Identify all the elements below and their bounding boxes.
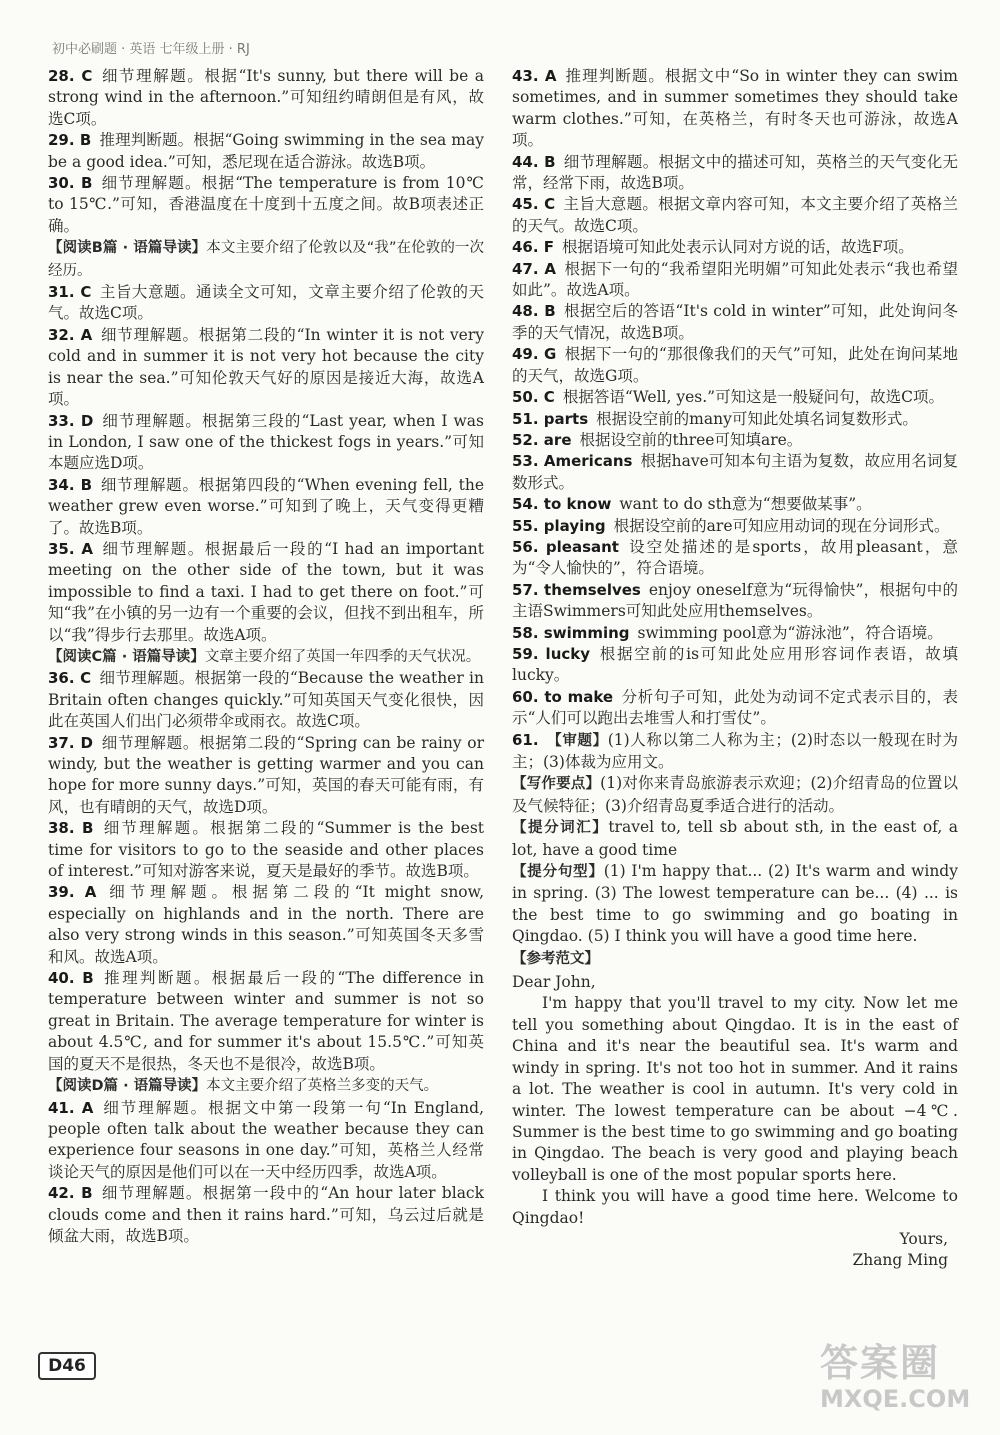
answer-item xyxy=(512,409,958,430)
answer-number: 59. lucky xyxy=(512,644,591,663)
answer-item xyxy=(512,494,958,515)
answer-text: swimming pool意为“游泳池”，符合语境。 xyxy=(637,623,943,642)
answer-item xyxy=(48,733,484,819)
essay-signature: Zhang Ming xyxy=(852,1251,948,1270)
writing-label: 【参考范文】 xyxy=(512,950,599,967)
answer-text: want to do sth意为“想要做某事”。 xyxy=(619,495,872,514)
answer-item xyxy=(512,66,958,152)
answer-number: 31. C xyxy=(48,283,92,302)
answer-number: 35. A xyxy=(48,539,93,558)
answer-text: 分析句子可知，此处为动词不定式表示目的，表示“人们可以跑出去堆雪人和打雪仗”。 xyxy=(512,687,958,728)
answer-number: 38. B xyxy=(48,819,94,838)
answer-number: 41. A xyxy=(48,1098,94,1117)
answer-text: 细节理解题。根据第一段的“Because the weather in Britain often changes quickly.”可知英国天气变化很快，因此在英国人们出门必须带伞或雨衣。故选C项。 xyxy=(48,669,484,731)
section-heading: 【阅读D篇 · 语篇导读】 xyxy=(48,1078,207,1095)
answer-item xyxy=(48,1098,484,1184)
answer-number: 48. B xyxy=(512,302,556,321)
answer-number: 58. swimming xyxy=(512,623,630,642)
essay-salutation: Dear John, xyxy=(512,973,596,992)
answer-number: 60. to make xyxy=(512,687,614,706)
answer-text: 细节理解题。根据文中第一段第一句“In England, people often talk about the weather because they can experience four seasons in one day.”可知，英格兰人经常谈论天气的原因是他们可以在一天中经历四季，故选A项。 xyxy=(48,1098,484,1181)
section-heading: 【阅读C篇 · 语篇导读】 xyxy=(48,648,205,665)
answer-text: 根据空后的答语“It's cold in winter”可知，此处询问冬季的天气情况，故选B项。 xyxy=(512,302,958,342)
answer-number: 51. parts xyxy=(512,409,589,428)
answer-text: 根据下一句的“那很像我们的天气”可知，此处在询问某地的天气，故选G项。 xyxy=(512,345,959,385)
answer-number: 44. B xyxy=(512,152,556,171)
section-intro xyxy=(48,1075,484,1097)
answer-item xyxy=(512,644,958,687)
answer-item xyxy=(512,344,958,387)
answer-text: 细节理解题。根据第四段的“When evening fell, the weather grew even worse.”可知到了晚上，天气变得更糟了。故选B项。 xyxy=(48,475,484,537)
essay-paragraph-2: I think you will have a good time here. Welcome to Qingdao! xyxy=(512,1187,958,1227)
answer-number: 33. D xyxy=(48,411,94,430)
watermark-logo xyxy=(820,1340,980,1420)
answer-number: 45. C xyxy=(512,195,556,214)
answer-text: 细节理解题。根据文中的描述可知，英格兰的天气变化无常，经常下雨，故选B项。 xyxy=(512,152,958,193)
answer-item xyxy=(512,773,958,817)
answer-text: (1)对你来青岛旅游表示欢迎；(2)介绍青岛的位置以及气候特征；(3)介绍青岛夏季适合进行的活动。 xyxy=(512,774,958,815)
right-column xyxy=(512,66,958,1272)
answer-item xyxy=(512,687,958,730)
running-header: 初中必刷题 · 英语 七年级上册 · RJ xyxy=(52,42,250,57)
answer-text: 根据空前的is可知此处应用形容词作表语，故填lucky。 xyxy=(512,644,958,685)
section-intro xyxy=(48,237,484,282)
answer-text: 细节理解题。根据第三段的“Last year, when I was in London, I saw one of the thickest fogs in years.”可知本题应选D项。 xyxy=(48,411,484,473)
writing-label: 【审题】 xyxy=(546,732,608,749)
answer-number: 46. F xyxy=(512,238,555,257)
answer-item xyxy=(512,861,958,948)
answer-item xyxy=(512,387,958,408)
answer-item xyxy=(48,130,484,173)
answer-item xyxy=(48,668,484,732)
answer-text: 细节理解题。根据第二段的“It might snow, especially on highlands and in the north. There are also very strong winds in this season.”可知英国冬天多雪和风。故选A项。 xyxy=(48,883,484,966)
answer-text: (1)人称以第二人称为主；(2)时态以一般现在时为主；(3)体裁为应用文。 xyxy=(512,730,958,771)
answer-number: 40. B xyxy=(48,969,94,988)
answer-text: 细节理解题。根据第一段中的“An hour later black clouds come and then it rains hard.”可知，乌云过后就是倾盆大雨，故选B项。 xyxy=(48,1184,485,1245)
answer-text: 根据语境可知此处表示认同对方说的话，故选F项。 xyxy=(562,238,914,257)
answer-text: 设空处描述的是sports，故用pleasant，意为“令人愉快的”，符合语境。 xyxy=(512,537,958,578)
answer-item xyxy=(512,516,958,537)
answer-item xyxy=(512,730,958,774)
answer-item xyxy=(512,623,958,644)
answer-text: 主旨大意题。通读全文可知，文章主要介绍了伦敦的天气。故选C项。 xyxy=(48,283,484,323)
answer-number: 50. C xyxy=(512,388,555,407)
answer-item xyxy=(48,539,484,646)
answer-text: 推理判断题。根据“Going swimming in the sea may be a good idea.”可知，悉尼现在适合游泳。故选B项。 xyxy=(48,131,484,171)
answer-text: 本文主要介绍了英格兰多变的天气。 xyxy=(206,1078,439,1095)
watermark-url: MXQE.COM xyxy=(820,1385,971,1413)
answer-item xyxy=(48,968,484,1075)
answer-text: 根据设空前的many可知此处填名词复数形式。 xyxy=(596,409,918,428)
answer-number: 57. themselves xyxy=(512,580,641,599)
writing-label: 【提分句型】 xyxy=(512,864,604,881)
answer-item xyxy=(512,259,958,302)
answer-text: 主旨大意题。根据文章内容可知，本文主要介绍了英格兰的天气。故选C项。 xyxy=(512,195,958,235)
answer-text: enjoy oneself意为“玩得愉快”，根据句中的主语Swimmers可知此处应用themselves。 xyxy=(512,580,958,621)
answer-text: 根据设空前的three可知填are。 xyxy=(579,430,803,449)
answer-item xyxy=(512,194,958,237)
answer-text: (1) I'm happy that... (2) It's warm and windy in spring. (3) The lowest temperature can be... (4) ... is the best time to go swimming and go boating in Qingdao. (5) I think you will have a good time here. xyxy=(512,862,958,946)
answer-number: 30. B xyxy=(48,174,93,193)
answer-number: 39. A xyxy=(48,883,97,902)
answer-number: 54. to know xyxy=(512,495,612,514)
answer-item xyxy=(512,580,958,623)
page-number: D46 xyxy=(38,1352,96,1380)
answer-number: 49. G xyxy=(512,345,557,364)
answer-item xyxy=(512,537,958,580)
answer-text: travel to, tell sb about sth, in the east of, a lot, have a good time xyxy=(512,818,958,859)
right-items xyxy=(512,66,958,970)
answer-number: 36. C xyxy=(48,669,92,688)
answer-text: 细节理解题。根据最后一段的“I had an important meeting on the other side of the town, but it was impossible to find a taxi. I had to get there on foot.”可知“我”在小镇的另一边有一个重要的会议，但找不到出租车，所以“我”得步行去那里。故选A项。 xyxy=(48,539,484,644)
answer-number: 29. B xyxy=(48,131,92,150)
section-heading: 【阅读B篇 · 语篇导读】 xyxy=(48,240,207,257)
essay-paragraph-1: I'm happy that you'll travel to my city. Now let me tell you something about Qingdao. It is in the east of China and it's near the beautiful sea. It's warm and windy in spring. It's not too hot in summer. And it rains a lot. The weather is cool in autumn. It's very cold in winter. The lowest temperature can be about −4℃. Summer is the best time to go swimming and go boating in Qingdao. The beach is very good and playing beach volleyball is one of the most popular sports here. xyxy=(512,994,958,1184)
answer-text: 细节理解题。根据第二段的“Summer is the best time for visitors to go to the seaside and other places of interest.”可知对游客来说，夏天是最好的季节。故选B项。 xyxy=(48,819,485,881)
answer-text: 根据答语“Well, yes.”可知这是一般疑问句，故选C项。 xyxy=(562,388,944,407)
answer-item xyxy=(512,451,958,494)
answer-item xyxy=(48,475,484,539)
answer-item xyxy=(512,152,958,195)
answer-number: 43. A xyxy=(512,67,557,85)
left-column xyxy=(48,66,484,1247)
answer-text: 细节理解题。根据第二段的“Spring can be rainy or windy, but the weather is getting warmer and you can hope for more sunny days.”可知，英国的春天可能有雨，有风，也有晴朗的天气，故选D项。 xyxy=(48,733,484,816)
writing-label: 【提分词汇】 xyxy=(512,820,609,837)
answer-number: 32. A xyxy=(48,325,93,344)
answer-number: 37. D xyxy=(48,733,93,752)
answer-item xyxy=(48,411,484,475)
answer-number: 52. are xyxy=(512,430,572,449)
answer-number: 34. B xyxy=(48,475,93,494)
answer-item xyxy=(48,882,484,968)
answer-number: 47. A xyxy=(512,259,556,278)
answer-item xyxy=(512,237,958,258)
answer-text: 细节理解题。根据“It's sunny, but there will be a strong wind in the afternoon.”可知纽约晴朗但是有风，故选C项。 xyxy=(48,67,484,128)
answer-item xyxy=(48,1183,484,1247)
answer-number: 53. Americans xyxy=(512,452,633,471)
answer-text: 细节理解题。根据第二段的“In winter it is not very cold and in summer it is not very hot because the city is near the sea.”可知伦敦天气好的原因是接近大海，故选A项。 xyxy=(48,325,484,409)
answer-number: 55. playing xyxy=(512,516,606,535)
answer-number: 42. B xyxy=(48,1184,93,1203)
answer-number: 61. xyxy=(512,730,539,749)
answer-item xyxy=(48,818,484,882)
answer-text: 本文主要介绍了伦敦以及“我”在伦敦的一次经历。 xyxy=(48,240,484,279)
answer-text: 根据下一句的“我希望阳光明媚”可知此处表示“我也希望如此”。故选A项。 xyxy=(512,259,958,300)
answer-text: 根据have可知本句主语为复数，故应用名词复数形式。 xyxy=(512,452,959,492)
answer-item xyxy=(512,430,958,451)
answer-text: 推理判断题。根据最后一段的“The difference in temperature between winter and summer is not so great in Britain. The average temperature for winter is about 4.5℃, and for summer it's about 15.5℃.”可知英国的夏天不是很热，冬天也不是很冷，故选B项。 xyxy=(48,969,485,1073)
answer-text: 细节理解题。根据“The temperature is from 10℃ to 15℃.”可知，香港温度在十度到十五度之间。故B项表述正确。 xyxy=(48,174,484,235)
answer-number: 56. pleasant xyxy=(512,537,619,556)
answer-text: 文章主要介绍了英国一年四季的天气状况。 xyxy=(204,648,481,665)
answer-text: 根据设空前的are可知应用动词的现在分词形式。 xyxy=(613,516,950,535)
essay-closing: Yours, xyxy=(899,1229,948,1248)
answer-item xyxy=(48,66,484,130)
answer-item xyxy=(48,282,484,325)
section-intro xyxy=(48,646,484,668)
answer-number: 28. C xyxy=(48,67,93,85)
answer-item xyxy=(48,173,484,237)
answer-item xyxy=(512,301,958,344)
writing-label: 【写作要点】 xyxy=(512,776,601,793)
watermark-brand: 答案圈 xyxy=(820,1341,941,1385)
answer-item xyxy=(512,817,958,861)
answer-item xyxy=(48,325,484,411)
answer-text: 推理判断题。根据文中“So in winter they can swim sometimes, and in summer sometimes they should take warm clothes.”可知，在英格兰，有时冬天也可游泳，故选A项。 xyxy=(512,67,959,150)
answer-item xyxy=(512,948,958,970)
